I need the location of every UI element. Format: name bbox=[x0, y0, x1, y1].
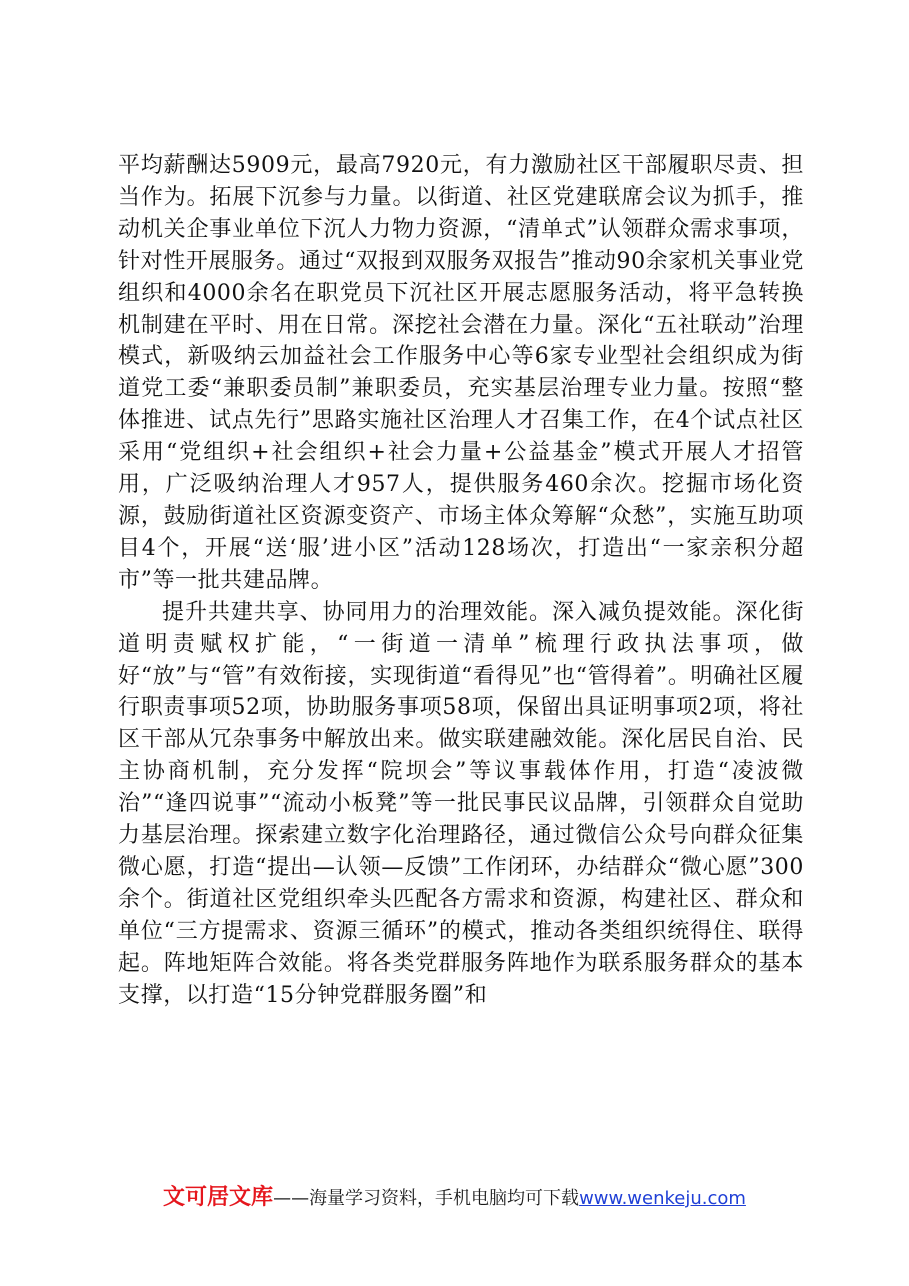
paragraph-continued: 平均薪酬达5909元，最高7920元，有力激励社区干部履职尽责、担当作为。拓展下沉参与力量。以街道、社区党建联席会议为抓手，推动机关企事业单位下沉人力物力资源，“清单式”认领群众需求事项，针对性开展服务。通过“双报到双服务双报告”推动90余家机关事业党组织和4000余名在职党员下沉社区开展志愿服务活动，将平急转换机制建在平时、用在日常。深挖社会潜在力量。深化“五社联动”治理模式，新吸纳云加益社会工作服务中心等6家专业型社会组织成为街道党工委“兼职委员制”兼职委员，充实基层治理专业力量。按照“整体推进、试点先行”思路实施社区治理人才召集工作，在4个试点社区采用“党组织+社会组织+社会力量+公益基金”模式开展人才招管用，广泛吸纳治理人才957人，提供服务460余次。挖掘市场化资源，鼓励街道社区资源变资产、市场主体众筹解“众愁”，实施互助项目4个，开展“送‘服’进小区”活动128场次，打造出“一家亲积分超市”等一批共建品牌。 bbox=[118, 153, 804, 593]
document-body bbox=[118, 150, 804, 1011]
footer-brand: 文可居文库 bbox=[163, 1185, 274, 1210]
footer-tagline: ——海量学习资料，手机电脑均可下载 bbox=[273, 1188, 580, 1209]
footer-website-link[interactable]: www.wenkeju.com bbox=[579, 1188, 746, 1209]
paragraph-governance-efficiency: 提升共建共享、协同用力的治理效能。深入减负提效能。深化街道明责赋权扩能，“一街道一清单”梳理行政执法事项，做好“放”与“管”有效衔接，实现街道“看得见”也“管得着”。明确社区履行职责事项52项，协助服务事项58项，保留出具证明事项2项，将社区干部从冗杂事务中解放出来。做实联建融效能。深化居民自治、民主协商机制，充分发挥“院坝会”等议事载体作用，打造“凌波微治”“逢四说事”“流动小板凳”等一批民事民议品牌，引领群众自觉助力基层治理。探索建立数字化治理路径，通过微信公众号向群众征集微心愿，打造“提出—认领—反馈”工作闭环，办结群众“微心愿”300余个。街道社区党组织牵头匹配各方需求和资源，构建社区、群众和单位“三方提需求、资源三循环”的模式，推动各类组织统得住、联得起。阵地矩阵合效能。将各类党群服务阵地作为联系服务群众的基本支撑，以打造“15分钟党群服务圈”和 bbox=[118, 599, 804, 1008]
footer-banner bbox=[0, 1180, 909, 1211]
